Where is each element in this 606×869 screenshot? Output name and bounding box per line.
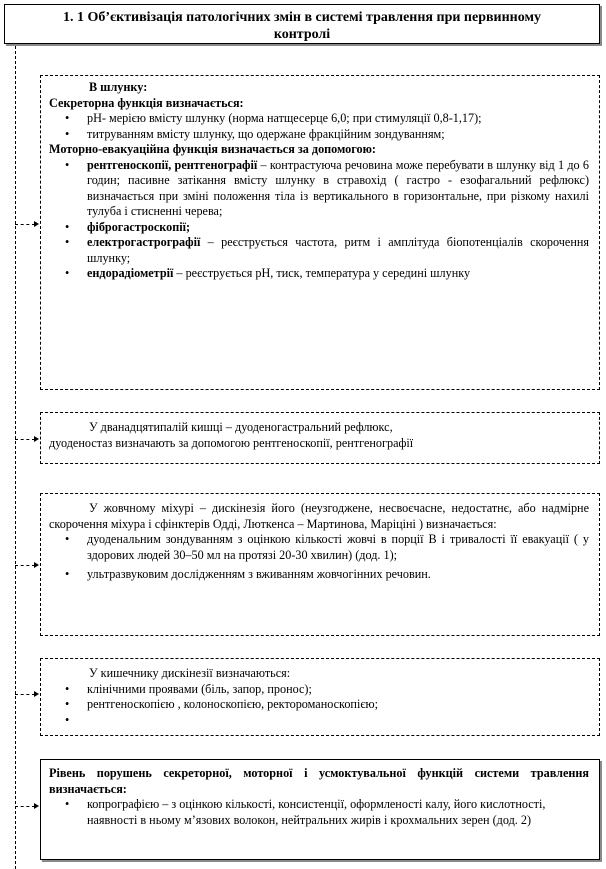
bullet: •: [65, 567, 70, 581]
gallbladder-box: [40, 493, 600, 636]
connector-intestine: [15, 694, 35, 695]
title-line-2: контролі: [273, 27, 331, 42]
list-item: • рН- мерією вмісту шлунку (норма натщесерце 6,0; при стимуляції 0,8-1,17);: [65, 111, 482, 125]
bullet: •: [65, 712, 70, 727]
list-item: • копрографією – з оцінкою кількості, консистенції, оформленості калу, його кислотності, наявності в ньому м’язових волокон, нейтральних жирів і крохмальних зерен (дод. 2): [65, 797, 546, 827]
arrow-gallbladder: [34, 562, 39, 568]
list-item: • рентгеноскопії, рентгенографії – контрастуюча речовина може перебувати в шлунку від 1 до 6 годин; пасивне затікання вмісту шлунку в стравохід ( гастро - езофагальний рефлюкс) визначається при зміні положення тіла із вертикального в горизонтальне, при різкому нахилі тулуба і стисненні черева;: [65, 157, 589, 218]
duodenum-line-1: У дванадцятипалій кишці – дуоденогастральний рефлюкс,: [89, 420, 393, 434]
bullet: •: [65, 797, 70, 811]
gallbladder-list: [49, 532, 589, 583]
list-item: • рентгеноскопією , колоноскопією, ректороманоскопією;: [65, 697, 379, 711]
list-item: • ультразвуковим дослідженням з вживанням жовчогінних речовин.: [65, 567, 431, 581]
connector-stomach: [15, 224, 35, 225]
list-item: • ендорадіометрії – реєструється рН, тиск, температура у середині шлунку: [65, 266, 471, 280]
list-item: • дуоденальним зондуванням з оцінкою кількості жовчі в порції В і тривалості її евакуації ( у здорових людей 30–50 мл на протязі 20-30 хвилин) (дод. 1);: [65, 532, 589, 562]
list-item: • титруванням вмісту шлунку, що одержане фракційним зондуванням;: [65, 126, 445, 141]
list-item: • фіброгастроскопії;: [65, 219, 191, 234]
bullet: •: [65, 235, 70, 249]
secretory-list: [49, 111, 589, 142]
arrow-stomach: [34, 221, 39, 227]
title-line-1: 1. 1 Об’єктивізація патологічних змін в системі травлення при первинному: [62, 10, 542, 25]
level-heading: Рівень порушень секреторної, моторної і усмоктувальної функцій системи травлення визначається:: [49, 766, 589, 796]
list-item: • електрогастрографії – реєструється частота, ритм і амплітуда біопотенціалів скорочення шлунку;: [65, 235, 589, 265]
secretory-heading: Секреторна функція визначається:: [49, 95, 244, 110]
bullet: •: [65, 157, 70, 172]
bullet: •: [65, 111, 70, 125]
level-box: [40, 759, 600, 860]
intestine-heading: У кишечнику дискінезії визначаються:: [89, 666, 291, 680]
arrow-intestine: [34, 691, 39, 697]
arrow-level: [34, 803, 39, 809]
bullet: •: [65, 697, 70, 711]
intestine-box: [40, 658, 600, 736]
stomach-heading: В шлунку:: [89, 80, 148, 94]
bullet: •: [65, 532, 70, 546]
motor-list: [49, 158, 589, 282]
stomach-box: [40, 75, 600, 390]
connector-gallbladder: [15, 565, 35, 566]
intestine-list: [49, 681, 589, 727]
duodenum-line-2: дуоденостаз визначають за допомогою рентгеноскопії, рентгенографії: [49, 435, 414, 450]
motor-heading: Моторно-евакуаційна функція визначається за допомогою:: [49, 142, 376, 156]
level-list: [49, 797, 589, 828]
gallbladder-intro: У жовчному міхурі – дискінезія його (неузгоджене, несвоєчасне, недостатнє, або надмірне скорочення міхура і сфінктерів Одді, Люткенса – Мартинова, Маріціні ) визначається:: [49, 501, 589, 531]
connector-level: [15, 806, 35, 807]
title-box: [4, 4, 600, 44]
connector-trunk: [15, 46, 16, 869]
arrow-duodenum: [34, 436, 39, 442]
bullet: •: [65, 266, 70, 280]
list-item: • клінічними проявами (біль, запор, пронос);: [65, 681, 312, 696]
bullet: •: [65, 681, 70, 696]
bullet: •: [65, 219, 70, 234]
connector-duodenum: [15, 439, 35, 440]
bullet: •: [65, 126, 70, 141]
duodenum-box: [40, 412, 600, 464]
